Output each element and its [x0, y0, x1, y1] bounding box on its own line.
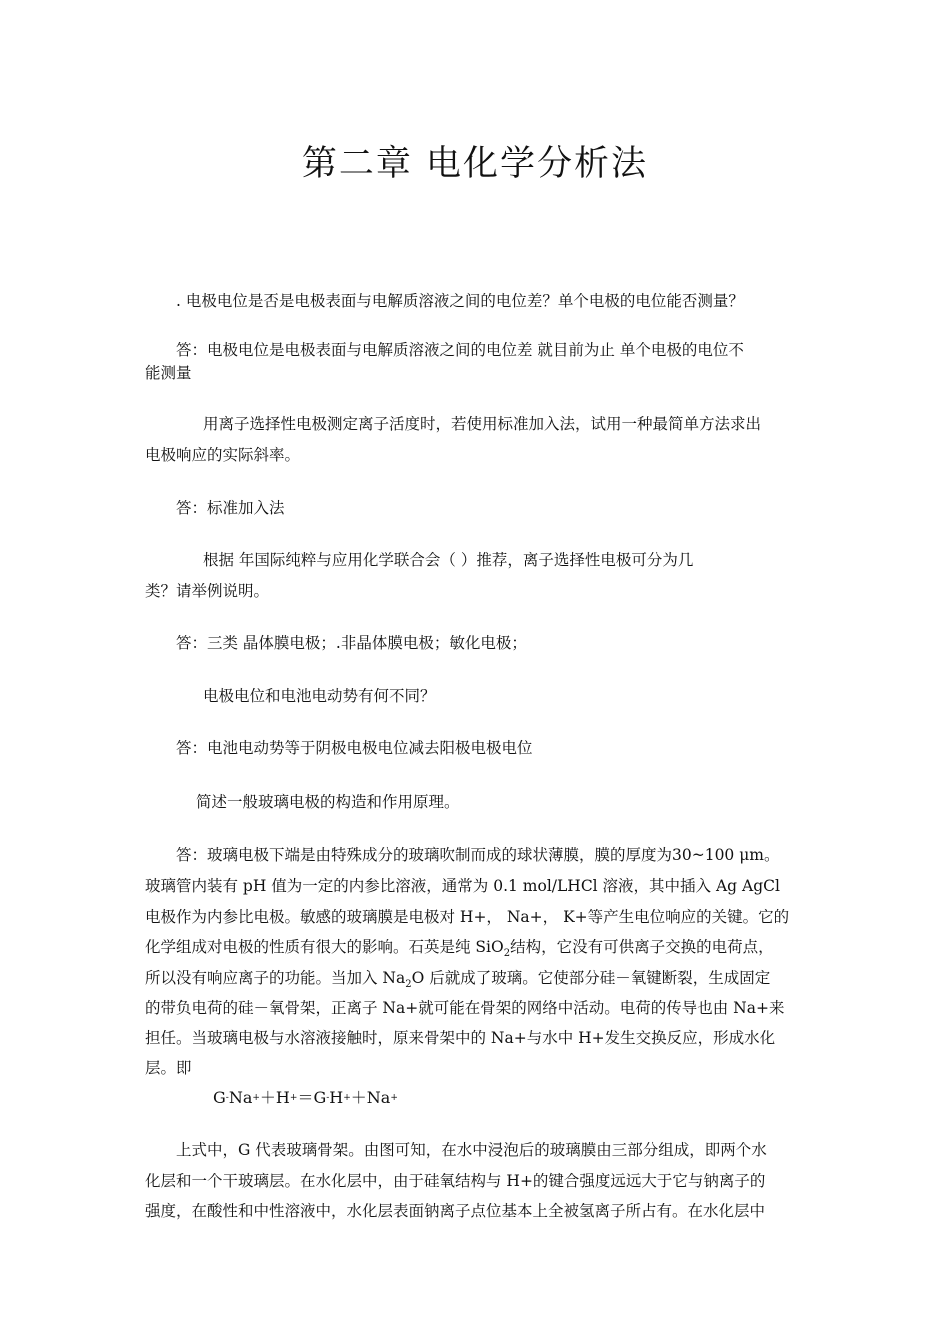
answer-5-line-3: 电极作为内参比电极。敏感的玻璃膜是电极对 H+， Na+， K+等产生电位响应的关键。它的 — [145, 908, 790, 926]
paragraph-line-3: 强度，在酸性和中性溶液中，水化层表面钠离子点位基本上全被氢离子所占有。在水化层中 — [145, 1202, 766, 1220]
paragraph-line-2: 化层和一个干玻璃层。在水化层中，由于硅氧结构与 H+的键合强度远远大于它与钠离子的 — [145, 1172, 766, 1190]
answer-5-line-6: 的带负电荷的硅－氧骨架，正离子 Na+就可能在骨架的网络中活动。电荷的传导也由 Na+来 — [145, 999, 785, 1017]
answer-4: 答：电池电动势等于阴极电极电位减去阳极电极电位 — [176, 739, 533, 757]
answer-3: 答：三类 晶体膜电极；.非晶体膜电极；敏化电极； — [176, 634, 527, 652]
answer-2: 答：标准加入法 — [176, 499, 285, 517]
ion-exchange-equation: G-Na+＋H+＝G-H+＋Na+ — [213, 1088, 398, 1107]
question-3-line-2: 类？请举例说明。 — [145, 582, 270, 600]
question-2-line-2: 电极响应的实际斜率。 — [145, 446, 301, 464]
answer-5-line-1: 答：玻璃电极下端是由特殊成分的玻璃吹制而成的球状薄膜，膜的厚度为30~100 μm。 — [176, 846, 780, 864]
answer-5-line-2: 玻璃管内装有 pH 值为一定的内参比溶液，通常为 0.1 mol/LHCl 溶液，其中插入 Ag AgCl — [145, 877, 780, 895]
answer-1-line-1: 答：电极电位是电极表面与电解质溶液之间的电位差 就目前为止 单个电极的电位不 — [176, 341, 744, 359]
question-3-line-1: 根据 年国际纯粹与应用化学联合会（ ）推荐，离子选择性电极可分为几 — [203, 551, 694, 569]
answer-5-line-4: 化学组成对电极的性质有很大的影响。石英是纯 SiO$_2$结构，它没有可供离子交换的电荷点， — [145, 938, 774, 959]
answer-5-line-5: 所以没有响应离子的功能。当加入 $Na_2O$ 后就成了玻璃。它使部分硅－氧键断裂，生成固定 — [145, 969, 771, 990]
question-5: 简述一般玻璃电极的构造和作用原理。 — [196, 793, 460, 811]
question-1: . 电极电位是否是电极表面与电解质溶液之间的电位差？单个电极的电位能否测量？ — [176, 292, 744, 310]
answer-5-line-7: 担任。当玻璃电极与水溶液接触时，原来骨架中的 Na+与水中 H+发生交换反应，形成水化 — [145, 1029, 776, 1047]
page-title: 第二章 电化学分析法 — [301, 144, 649, 184]
paragraph-line-1: 上式中，G 代表玻璃骨架。由图可知，在水中浸泡后的玻璃膜由三部分组成，即两个水 — [176, 1141, 767, 1159]
question-4: 电极电位和电池电动势有何不同？ — [203, 687, 436, 705]
answer-5-line-8: 层。即 — [145, 1059, 192, 1077]
question-2-line-1: 用离子选择性电极测定离子活度时，若使用标准加入法，试用一种最简单方法求出 — [203, 415, 762, 433]
answer-1-line-2: 能测量 — [145, 364, 192, 382]
